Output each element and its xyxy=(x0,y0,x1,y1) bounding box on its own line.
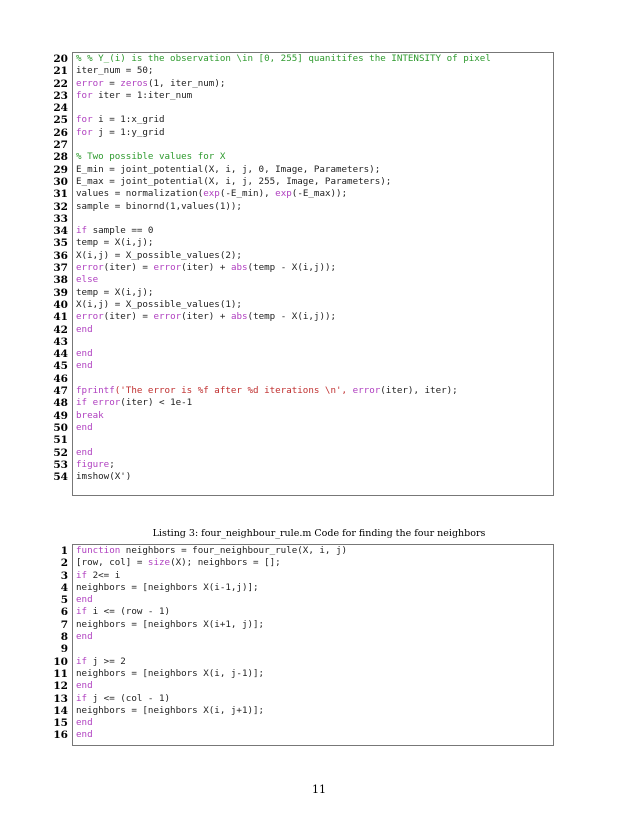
line-number: 38 xyxy=(53,274,68,287)
code-text xyxy=(76,311,538,323)
code-line xyxy=(52,102,538,114)
code-text xyxy=(76,90,538,102)
line-number: 53 xyxy=(53,458,68,471)
code-line xyxy=(52,311,538,323)
keyword-token: if xyxy=(76,397,88,409)
line-number: 28 xyxy=(53,151,68,164)
code-line xyxy=(52,237,538,249)
keyword-token: for xyxy=(76,114,93,126)
code-line xyxy=(52,459,538,471)
code-text xyxy=(76,78,538,90)
code-text xyxy=(76,164,538,176)
code-listing-main xyxy=(52,53,538,483)
code-line xyxy=(52,693,538,705)
code-line xyxy=(52,705,538,717)
keyword-token: error xyxy=(92,397,121,409)
keyword-token: end xyxy=(76,348,93,360)
code-text xyxy=(76,422,538,434)
keyword-token: for xyxy=(76,89,93,101)
code-text xyxy=(76,262,538,274)
code-line xyxy=(52,250,538,262)
code-text xyxy=(76,631,538,643)
keyword-token: error xyxy=(352,385,381,397)
line-number: 7 xyxy=(60,618,68,631)
line-number: 32 xyxy=(53,200,68,213)
code-token: 2<= i xyxy=(87,569,121,581)
line-number: 45 xyxy=(53,360,68,373)
code-text xyxy=(76,545,538,557)
line-number: 29 xyxy=(53,163,68,176)
line-number: 34 xyxy=(53,225,68,238)
code-text xyxy=(76,65,538,77)
line-number: 1 xyxy=(60,545,68,557)
line-number: 37 xyxy=(53,262,68,275)
code-text xyxy=(76,410,538,422)
code-line xyxy=(52,114,538,126)
code-line xyxy=(52,213,538,225)
keyword-token: if xyxy=(76,569,88,581)
code-token: X(i,j) = X_possible_values(1); xyxy=(76,298,242,310)
comment-token: % % Y_(i) is the observation \in [0, 255] quanitifes the INTENSITY of pixel xyxy=(76,53,491,64)
code-token: sample = binornd(1,values(1)); xyxy=(76,200,242,212)
keyword-token: exp xyxy=(203,188,220,200)
code-text xyxy=(76,668,538,680)
code-text xyxy=(76,53,538,65)
line-number: 8 xyxy=(60,631,68,644)
code-token: E_min = joint_potential(X, i, j, 0, Image, Parameters); xyxy=(76,163,381,175)
line-number: 35 xyxy=(53,237,68,250)
code-text xyxy=(76,459,538,471)
code-token: (1, iter_num); xyxy=(147,77,226,89)
line-number: 3 xyxy=(60,569,68,582)
code-listing-four-neighbour xyxy=(52,545,538,742)
code-line xyxy=(52,656,538,668)
keyword-token: for xyxy=(76,126,93,138)
code-token: (X); neighbors = []; xyxy=(170,557,281,569)
line-number: 12 xyxy=(53,680,68,693)
code-token: X(i,j) = X_possible_values(2); xyxy=(76,249,242,261)
line-number: 6 xyxy=(60,606,68,619)
code-text xyxy=(76,348,538,360)
code-text xyxy=(76,201,538,213)
comment-token: % Two possible values for X xyxy=(76,151,226,163)
code-line xyxy=(52,90,538,102)
code-line xyxy=(52,606,538,618)
code-text xyxy=(76,299,538,311)
line-number: 2 xyxy=(60,557,68,570)
line-number: 15 xyxy=(53,717,68,730)
code-line xyxy=(52,668,538,680)
code-line xyxy=(52,348,538,360)
code-text xyxy=(76,471,538,483)
code-line xyxy=(52,373,538,385)
code-line xyxy=(52,619,538,631)
code-line xyxy=(52,127,538,139)
line-number: 10 xyxy=(53,655,68,668)
code-text xyxy=(76,570,538,582)
code-text xyxy=(76,693,538,705)
code-token: (-E_max)); xyxy=(291,188,348,200)
code-line xyxy=(52,729,538,741)
keyword-token: if xyxy=(76,692,88,704)
code-line xyxy=(52,360,538,372)
code-line xyxy=(52,545,538,557)
keyword-token: end xyxy=(76,717,93,729)
code-line xyxy=(52,385,538,397)
code-line xyxy=(52,274,538,286)
keyword-token: figure xyxy=(76,458,110,470)
keyword-token: end xyxy=(76,446,93,458)
code-token: sample == 0 xyxy=(87,225,154,237)
code-text xyxy=(76,606,538,618)
code-line xyxy=(52,447,538,459)
keyword-token: exp xyxy=(275,188,292,200)
line-number: 50 xyxy=(53,421,68,434)
keyword-token: else xyxy=(76,274,99,286)
line-number: 41 xyxy=(53,311,68,324)
code-text xyxy=(76,287,538,299)
keyword-token: end xyxy=(76,594,93,606)
code-token: ; xyxy=(109,458,115,470)
keyword-token: if xyxy=(76,655,88,667)
code-token: j >= 2 xyxy=(87,655,126,667)
line-number: 44 xyxy=(53,348,68,361)
line-number: 39 xyxy=(53,286,68,299)
line-number: 9 xyxy=(60,643,68,656)
code-line xyxy=(52,151,538,163)
line-number: 26 xyxy=(53,126,68,139)
code-token: (temp - X(i,j)); xyxy=(247,311,337,323)
code-text xyxy=(76,176,538,188)
line-number: 48 xyxy=(53,397,68,410)
line-number: 14 xyxy=(53,704,68,717)
code-token: neighbors = four_neighbour_rule(X, i, j) xyxy=(120,545,348,556)
code-token: = xyxy=(103,77,121,89)
line-number: 49 xyxy=(53,409,68,422)
code-line xyxy=(52,397,538,409)
code-line xyxy=(52,680,538,692)
code-token: imshow(X') xyxy=(76,471,132,483)
code-text xyxy=(76,594,538,606)
code-line xyxy=(52,262,538,274)
code-text xyxy=(76,447,538,459)
code-text xyxy=(76,225,538,237)
code-line xyxy=(52,287,538,299)
code-token: [row, col] = xyxy=(76,557,148,569)
keyword-token: error xyxy=(153,262,182,274)
code-text xyxy=(76,274,538,286)
line-number: 47 xyxy=(53,385,68,398)
code-token: (iter), iter); xyxy=(380,385,458,397)
line-number: 40 xyxy=(53,298,68,311)
code-token: (temp - X(i,j)); xyxy=(247,262,337,274)
code-token: j = 1:y_grid xyxy=(92,126,165,138)
line-number: 20 xyxy=(53,53,68,65)
code-text xyxy=(76,151,538,163)
line-number: 51 xyxy=(53,434,68,447)
code-text xyxy=(76,360,538,372)
code-text xyxy=(76,656,538,668)
code-token: (iter) = xyxy=(103,262,154,274)
code-text xyxy=(76,619,538,631)
code-token: (-E_min), xyxy=(219,188,276,200)
code-token: i <= (row - 1) xyxy=(87,606,171,618)
code-token: neighbors = [neighbors X(i-1,j)]; xyxy=(76,581,259,593)
code-token: values = normalization( xyxy=(76,188,204,200)
line-number: 36 xyxy=(53,249,68,262)
code-text xyxy=(76,557,538,569)
code-line xyxy=(52,53,538,65)
code-line xyxy=(52,582,538,594)
keyword-token: error xyxy=(76,262,104,274)
line-number: 5 xyxy=(60,594,68,607)
line-number: 54 xyxy=(53,471,68,484)
code-text xyxy=(76,385,538,397)
keyword-token: fprintf xyxy=(76,385,115,397)
code-token: neighbors = [neighbors X(i+1, j)]; xyxy=(76,618,265,630)
code-token: (iter) + xyxy=(181,262,231,274)
line-number: 21 xyxy=(53,65,68,78)
listing-caption: Listing 3: four_neighbour_rule.m Code for finding the four neighbors xyxy=(152,528,486,539)
code-text xyxy=(76,114,538,126)
code-line xyxy=(52,65,538,77)
line-number: 16 xyxy=(53,729,68,742)
keyword-token: end xyxy=(76,631,93,643)
code-line xyxy=(52,471,538,483)
code-token: j <= (col - 1) xyxy=(87,692,171,704)
keyword-token: end xyxy=(76,360,93,372)
line-number: 46 xyxy=(53,372,68,385)
code-line xyxy=(52,164,538,176)
code-line xyxy=(52,176,538,188)
code-line xyxy=(52,299,538,311)
keyword-token: end xyxy=(76,729,93,741)
line-number: 42 xyxy=(53,323,68,336)
keyword-token: end xyxy=(76,680,93,692)
code-line xyxy=(52,201,538,213)
code-line xyxy=(52,422,538,434)
code-token: neighbors = [neighbors X(i, j-1)]; xyxy=(76,667,265,679)
code-text xyxy=(76,680,538,692)
code-line xyxy=(52,643,538,655)
code-line xyxy=(52,434,538,446)
code-text xyxy=(76,237,538,249)
keyword-token: end xyxy=(76,421,93,433)
code-line xyxy=(52,557,538,569)
keyword-token: if xyxy=(76,225,88,237)
keyword-token: function xyxy=(76,545,121,556)
line-number: 52 xyxy=(53,446,68,459)
keyword-token: error xyxy=(76,77,104,89)
keyword-token: break xyxy=(76,409,104,421)
line-number: 25 xyxy=(53,114,68,127)
keyword-token: error xyxy=(153,311,182,323)
code-text xyxy=(76,729,538,741)
code-token: temp = X(i,j); xyxy=(76,237,154,249)
keyword-token: end xyxy=(76,323,93,335)
code-line xyxy=(52,631,538,643)
page-number: 11 xyxy=(312,783,326,796)
code-line xyxy=(52,78,538,90)
code-text xyxy=(76,705,538,717)
code-token: neighbors = [neighbors X(i, j+1)]; xyxy=(76,704,265,716)
line-number: 22 xyxy=(53,77,68,90)
line-number: 24 xyxy=(53,102,68,115)
line-number: 33 xyxy=(53,212,68,225)
line-number: 4 xyxy=(60,581,68,594)
code-line xyxy=(52,324,538,336)
code-text xyxy=(76,250,538,262)
code-text xyxy=(76,717,538,729)
string-token: ('The error is %f after %d iterations \n', xyxy=(114,385,353,397)
code-line xyxy=(52,188,538,200)
code-token: i = 1:x_grid xyxy=(92,114,165,126)
keyword-token: size xyxy=(147,557,171,569)
line-number: 27 xyxy=(53,139,68,152)
keyword-token: zeros xyxy=(120,77,148,89)
code-text xyxy=(76,127,538,139)
code-token: (iter) < 1e-1 xyxy=(120,397,193,409)
code-line xyxy=(52,336,538,348)
code-line xyxy=(52,410,538,422)
line-number: 23 xyxy=(53,89,68,102)
code-token: E_max = joint_potential(X, i, j, 255, Image, Parameters); xyxy=(76,175,392,187)
code-line xyxy=(52,225,538,237)
keyword-token: error xyxy=(76,311,104,323)
code-line xyxy=(52,139,538,151)
line-number: 31 xyxy=(53,188,68,201)
code-text xyxy=(76,324,538,336)
code-token: iter = 1:iter_num xyxy=(92,89,193,101)
code-text xyxy=(76,188,538,200)
code-text xyxy=(76,397,538,409)
code-line xyxy=(52,570,538,582)
line-number: 13 xyxy=(53,692,68,705)
line-number: 43 xyxy=(53,335,68,348)
code-token: (iter) = xyxy=(103,311,154,323)
keyword-token: abs xyxy=(230,311,248,323)
code-token: iter_num = 50; xyxy=(76,65,154,77)
code-token: temp = X(i,j); xyxy=(76,286,154,298)
code-token: (iter) + xyxy=(181,311,231,323)
code-line xyxy=(52,717,538,729)
code-text xyxy=(76,582,538,594)
keyword-token: if xyxy=(76,606,88,618)
line-number: 30 xyxy=(53,175,68,188)
keyword-token: abs xyxy=(230,262,248,274)
code-line xyxy=(52,594,538,606)
line-number: 11 xyxy=(53,667,68,680)
